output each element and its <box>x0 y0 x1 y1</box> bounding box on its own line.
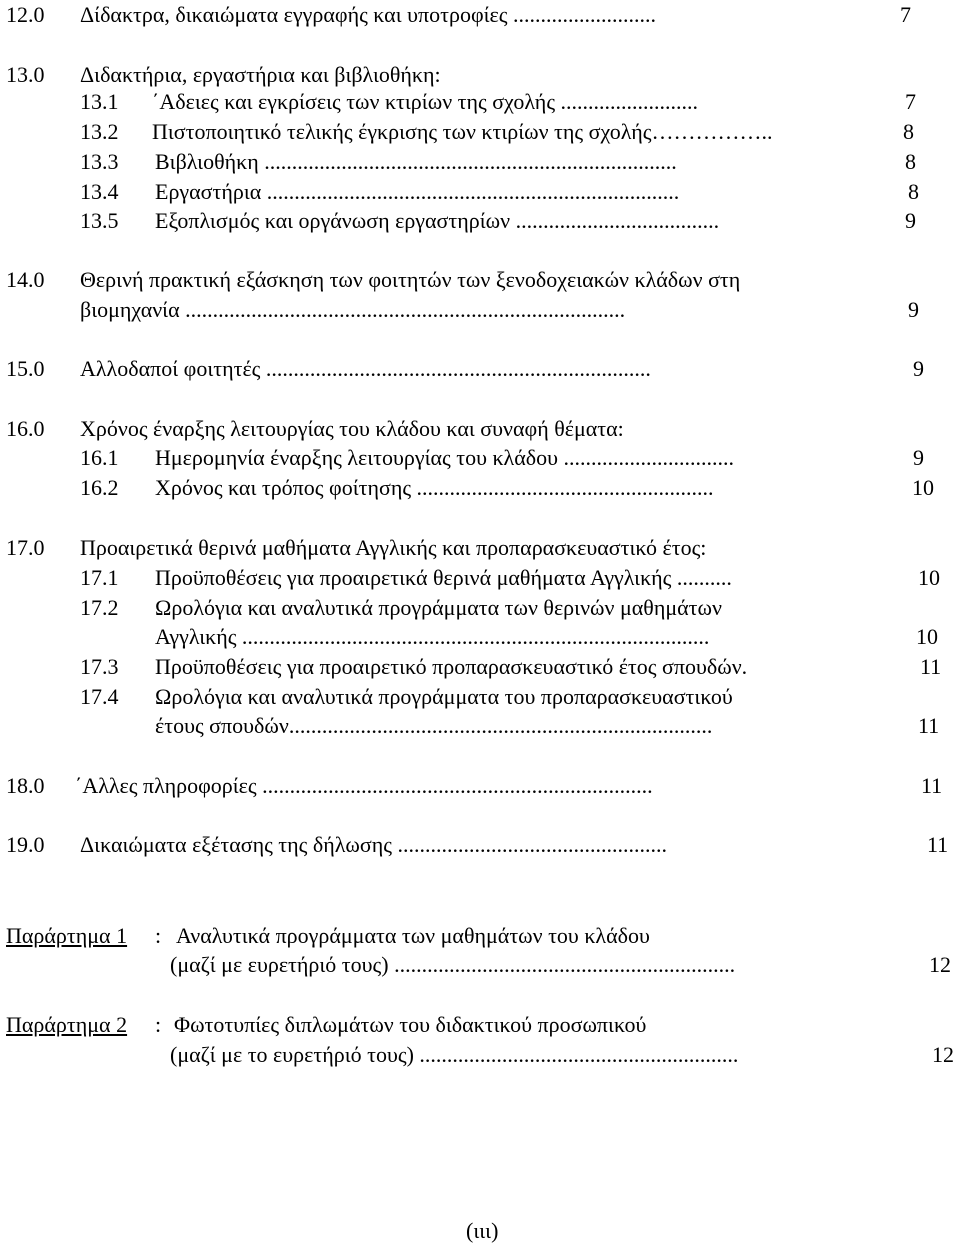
entry-page: 7 <box>905 89 916 114</box>
entry-number: 13.3 <box>80 149 119 174</box>
appendix-colon: : <box>155 1012 162 1037</box>
appendix-label: Παράρτημα 1 <box>6 923 128 948</box>
entry-page: 9 <box>908 297 919 322</box>
entry-title: ΄Αδειες και εγκρίσεις των κτιρίων της σχολής ......................... <box>152 89 699 114</box>
entry-number: 13.1 <box>80 89 119 114</box>
entry-title: Δίδακτρα, δικαιώματα εγγραφής και υποτροφίες .......................... <box>80 2 657 27</box>
appendix-label: Παράρτημα 2 <box>6 1012 128 1037</box>
entry-title: Χρόνος και τρόπος φοίτησης ...................................................... <box>155 475 714 500</box>
entry-page: 8 <box>905 149 916 174</box>
entry-title: Εργαστήρια ........................................................................... <box>155 179 680 204</box>
entry-page: 7 <box>900 2 911 27</box>
entry-title: Ημερομηνία έναρξης λειτουργίας του κλάδου ............................... <box>155 445 734 470</box>
entry-number: 16.1 <box>80 445 119 470</box>
entry-title: Ωρολόγια και αναλυτικά προγράμματα των θερινών μαθημάτων <box>155 595 722 620</box>
entry-number: 17.0 <box>6 535 45 560</box>
entry-number: 17.4 <box>80 684 119 709</box>
entry-number: 19.0 <box>6 832 45 857</box>
entry-page: 11 <box>921 773 943 798</box>
entry-title: Διδακτήρια, εργαστήρια και βιβλιοθήκη: <box>80 62 441 87</box>
entry-number: 17.1 <box>80 565 119 590</box>
entry-title: Ωρολόγια και αναλυτικά προγράμματα του προπαρασκευαστικού <box>155 684 733 709</box>
entry-page: 9 <box>905 208 916 233</box>
entry-number: 17.3 <box>80 654 119 679</box>
entry-number: 13.2 <box>80 119 119 144</box>
entry-page: 10 <box>916 624 938 649</box>
entry-page: 10 <box>918 565 940 590</box>
entry-title: Πιστοποιητικό τελικής έγκρισης των κτιρίων της σχολής…………….. <box>152 119 773 144</box>
entry-title: Προϋποθέσεις για προαιρετικά θερινά μαθήματα Αγγλικής .......... <box>155 565 732 590</box>
entry-title: Θερινή πρακτική εξάσκηση των φοιτητών των ξενοδοχειακών κλάδων στη <box>80 267 741 292</box>
page-number: (ιιι) <box>466 1218 499 1243</box>
entry-number: 18.0 <box>6 773 45 798</box>
entry-number: 15.0 <box>6 356 45 381</box>
entry-number: 16.0 <box>6 416 45 441</box>
entry-page: 9 <box>913 445 924 470</box>
entry-title: Αλλοδαποί φοιτητές ...................................................................... <box>80 356 651 381</box>
entry-number: 17.2 <box>80 595 119 620</box>
entry-title: Προϋποθέσεις για προαιρετικό προπαρασκευαστικό έτος σπουδών. <box>155 654 748 679</box>
entry-title: Φωτοτυπίες διπλωμάτων του διδακτικού προσωπικού <box>174 1012 647 1037</box>
entry-number: 13.4 <box>80 179 119 204</box>
entry-title: Χρόνος έναρξης λειτουργίας του κλάδου και συναφή θέματα: <box>80 416 624 441</box>
entry-number: 13.5 <box>80 208 119 233</box>
entry-page: 11 <box>927 832 949 857</box>
entry-title-continued: (μαζί με το ευρετήριό τους) .......................................................... <box>170 1042 739 1067</box>
entry-title: Δικαιώματα εξέτασης της δήλωσης ................................................. <box>80 832 667 857</box>
entry-number: 14.0 <box>6 267 45 292</box>
entry-title-continued: βιομηχανία ................................................................................ <box>80 297 626 322</box>
entry-number: 16.2 <box>80 475 119 500</box>
appendix-colon: : <box>155 923 162 948</box>
entry-page: 11 <box>920 654 942 679</box>
entry-page: 8 <box>908 179 919 204</box>
entry-page: 12 <box>932 1042 954 1067</box>
entry-page: 8 <box>903 119 914 144</box>
entry-page: 10 <box>912 475 934 500</box>
entry-title-continued: Αγγλικής ..................................................................................... <box>155 624 710 649</box>
entry-page: 12 <box>929 952 951 977</box>
entry-title: Προαιρετικά θερινά μαθήματα Αγγλικής και προπαρασκευαστικό έτος: <box>80 535 707 560</box>
entry-title: Βιβλιοθήκη ........................................................................... <box>155 149 677 174</box>
entry-number: 13.0 <box>6 62 45 87</box>
entry-page: 11 <box>918 713 940 738</box>
entry-title: ΄Αλλες πληροφορίες ....................................................................... <box>75 773 653 798</box>
entry-title-continued: (μαζί με ευρετήριό τους) .............................................................. <box>170 952 736 977</box>
entry-title-continued: έτους σπουδών............................................................................. <box>155 713 713 738</box>
entry-title: Αναλυτικά προγράμματα των μαθημάτων του κλάδου <box>176 923 650 948</box>
entry-page: 9 <box>913 356 924 381</box>
entry-number: 12.0 <box>6 2 45 27</box>
entry-title: Εξοπλισμός και οργάνωση εργαστηρίων ..................................... <box>155 208 720 233</box>
